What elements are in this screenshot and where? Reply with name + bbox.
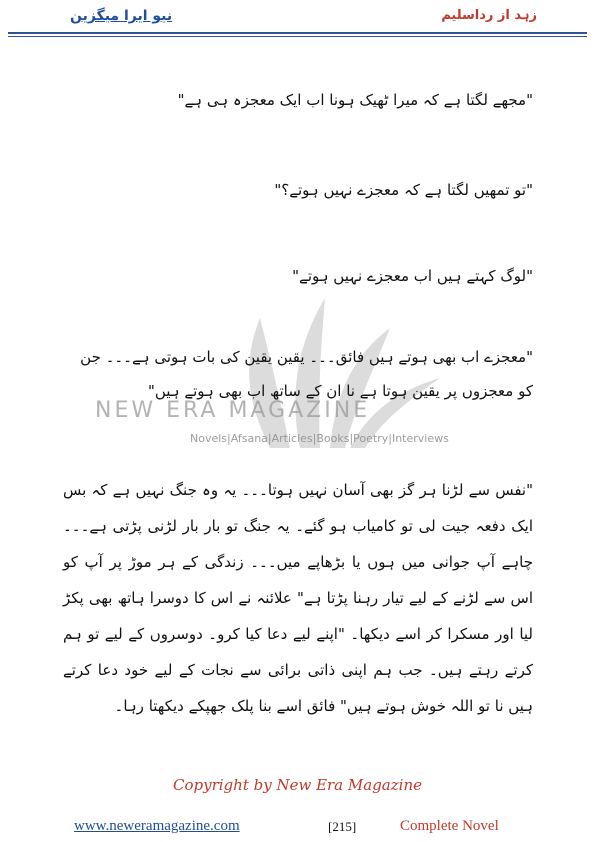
footer-label: Complete Novel xyxy=(400,818,499,834)
header-rule-thin xyxy=(8,36,587,37)
watermark-title: NEW ERA MAGAZINE xyxy=(95,398,371,423)
footer-website-link[interactable]: www.neweramagazine.com xyxy=(74,818,240,834)
header-rule xyxy=(8,32,587,34)
paragraph-3: "لوگ کہتے ہیں اب معجزے نہیں ہوتے" xyxy=(292,267,533,285)
page-header xyxy=(0,0,595,40)
paragraph-5: "نفس سے لڑنا ہر گز بھی آسان نہیں ہوتا۔۔۔ یہ وہ جنگ نہیں ہے کہ بس ایک دفعہ جیت لی تو کامیاب ہو گئے۔ یہ جنگ تو بار بار لڑنی پڑتی ہے۔۔۔ چاہے آپ جوانی میں ہوں یا بڑھاپے میں۔۔۔ زندگی کے ہر موڑ پر آپ کو اس سے لڑنے کے لیے تیار رہنا پڑتا ہے" علائنہ نے اس کا دوسرا ہاتھ بھی پکڑ لیا اور مسکرا کر اسے دیکھا۔ "اپنے لیے دعا کیا کرو۔ دوسروں کے لیے تو ہم کرتے رہتے ہیں۔ جب ہم اپنی ذاتی برائی سے نجات کے لیے خود دعا کرتے ہیں نا تو اللہ خوش ہوتے ہیں" فائق اسے بنا پلک جھپکے دیکھتا رہا۔ xyxy=(63,481,533,715)
paragraph-1: "مجھے لگتا ہے کہ میرا ٹھیک ہونا اب ایک معجزہ ہی ہے" xyxy=(177,91,533,109)
copyright-notice: Copyright by New Era Magazine xyxy=(173,776,422,794)
author-title: زہد از رداسلیم xyxy=(441,8,537,23)
paragraph-2: "تو تمھیں لگتا ہے کہ معجزے نہیں ہوتے؟" xyxy=(274,181,533,199)
magazine-name[interactable]: نیو ایرا میگزین xyxy=(70,8,173,24)
paragraph-4: "معجزے اب بھی ہوتے ہیں فائق۔۔۔ یقین یقین کی بات ہوتی ہے۔۔۔ جن کو معجزوں پر یقین ہوتا ہے نا ان کے ساتھ اب بھی ہوتے ہیں" xyxy=(80,348,533,400)
page-number: [215] xyxy=(328,819,357,834)
watermark-subtitle: Novels|Afsana|Articles|Books|Poetry|Interviews xyxy=(190,432,449,445)
